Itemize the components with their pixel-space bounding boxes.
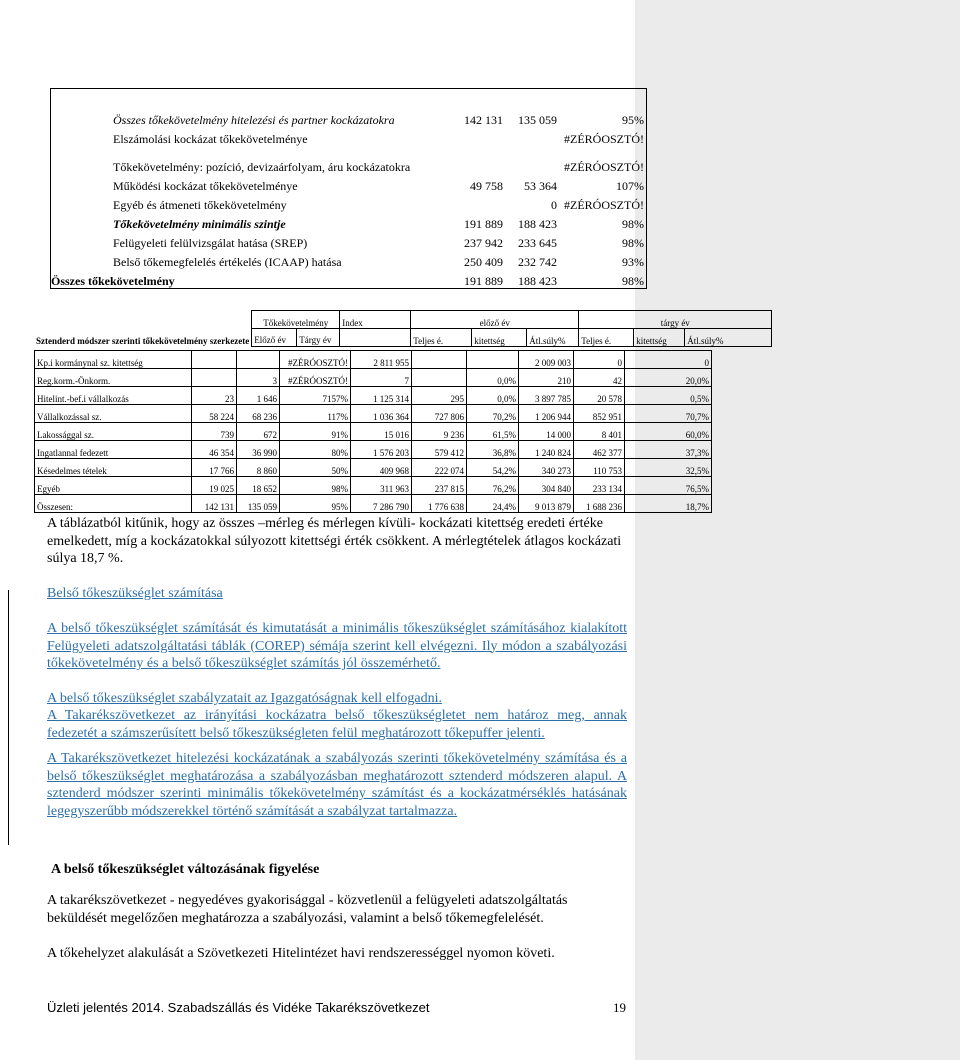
prev-weighted-exposure [412,369,467,387]
prev-year-value: 49 758 [470,179,503,193]
section1-paragraph-3[interactable]: A Takarékszövetkezet az irányítási kockázatra belső tőkeszükségletet nem határoz meg, annak fedezetét a számszerűsített belső tőkeszükségleten felül meghatározott tőkepuffer jelenti. [47,708,627,741]
prev-year-requirement [192,351,237,369]
curr-avg-weight: 37,3% [625,441,712,459]
current-year-value: 135 059 [505,89,559,128]
curr-weighted-exposure: 0 [574,351,625,369]
header-prev-sub: Előző év [252,329,297,347]
prev-year-value [453,146,505,174]
table-row [51,193,647,212]
index-value: 91% [280,423,351,441]
curr-weighted-exposure: 852 951 [574,405,625,423]
header-prev-total: Teljes é. [411,329,472,347]
current-year-requirement: 68 236 [237,405,280,423]
index-value: 93% [559,250,647,269]
prev-year-requirement: 19 025 [192,477,237,495]
section2-paragraph-1: A takarékszövetkezet - negyedéves gyakorisággal - közvetlenül a felügyeleti adatszolgáltatás beküldését megelőzően meghatározza a szabályozási, valamint a belső tőkemegfelelését. [47,893,568,926]
prev-avg-weight: 24,4% [467,495,519,513]
header-prev-exposure: kitettség [472,329,527,347]
table-row [51,250,647,269]
current-year-value: 188 423 [518,217,557,231]
table-row [35,441,712,459]
capital-requirement-table [50,88,647,289]
curr-total-exposure: 14 000 [519,423,574,441]
prev-year-requirement: 17 766 [192,459,237,477]
index-value: 98% [559,269,647,289]
prev-year-value: 237 942 [464,236,503,250]
prev-avg-weight [467,351,519,369]
curr-avg-weight: 0,5% [625,387,712,405]
prev-year-value [453,127,505,146]
prev-total-exposure: 1 125 314 [351,387,412,405]
index-value: #ZÉRÓOSZTÓ! [280,369,351,387]
row-label: Működési kockázat tőkekövetelménye [51,174,454,193]
row-label: Kp.i kormánynal sz. kitettség [35,351,192,369]
table-row [51,89,647,128]
prev-year-requirement: 23 [192,387,237,405]
current-year-value [505,127,559,146]
table-row [35,387,712,405]
index-value: 98% [559,212,647,231]
prev-avg-weight: 61,5% [467,423,519,441]
table-row [35,351,712,369]
row-label: Egyéb és átmeneti tőkekövetelmény [51,193,454,212]
prev-total-exposure: 2 811 955 [351,351,412,369]
index-value: 117% [280,405,351,423]
curr-total-exposure: 1 240 824 [519,441,574,459]
curr-weighted-exposure: 42 [574,369,625,387]
prev-year-value [453,193,505,212]
curr-avg-weight: 76,5% [625,477,712,495]
current-year-requirement: 135 059 [237,495,280,513]
header-tokekovetelmeny: Tőkekövetelmény [252,311,340,329]
current-year-value: 233 645 [518,236,557,250]
table-row [51,269,647,289]
table-row [35,405,712,423]
curr-weighted-exposure: 1 688 236 [574,495,625,513]
current-year-value [505,146,559,174]
table-row [51,174,647,193]
row-label: Reg.korm.-Önkorm. [35,369,192,387]
curr-total-exposure: 3 897 785 [519,387,574,405]
table-row [51,127,647,146]
index-value: #ZÉRÓOSZTÓ! [559,127,647,146]
prev-total-exposure: 311 963 [351,477,412,495]
curr-total-exposure: 304 840 [519,477,574,495]
curr-total-exposure: 2 009 003 [519,351,574,369]
summary-paragraph: A táblázatból kitűnik, hogy az összes –mérleg és mérlegen kívüli- kockázati kitettség eredeti értéke emelkedett, míg a kockázatokkal súlyozott kitettségi érték csökkent. A mérlegtételek átlagos kockázati súlya 18,7 %. [47,516,622,566]
comment-sidebar [635,0,960,1060]
curr-avg-weight: 60,0% [625,423,712,441]
section1-paragraph-2[interactable]: A belső tőkeszükséglet szabályzatait az Igazgatóságnak kell elfogadni. [47,691,442,706]
prev-weighted-exposure [412,351,467,369]
prev-weighted-exposure: 222 074 [412,459,467,477]
curr-weighted-exposure: 233 134 [574,477,625,495]
curr-total-exposure: 210 [519,369,574,387]
prev-year-value: 191 889 [453,269,505,289]
prev-avg-weight: 0,0% [467,369,519,387]
table-header-row [34,311,772,329]
row-label: Tőkekövetelmény: pozíció, devizaárfolyam, áru kockázatokra [51,146,454,174]
row-label: Hitelint.-bef.i vállalkozás [35,387,192,405]
prev-year-requirement: 58 224 [192,405,237,423]
prev-weighted-exposure: 579 412 [412,441,467,459]
row-label: Késedelmes tételek [35,459,192,477]
prev-total-exposure: 1 036 364 [351,405,412,423]
row-label: Elszámolási kockázat tőkekövetelménye [51,127,454,146]
page-number: 19 [613,1000,626,1015]
curr-avg-weight: 18,7% [625,495,712,513]
curr-weighted-exposure: 462 377 [574,441,625,459]
table-row [51,212,647,231]
table-row [51,146,647,174]
index-value: #ZÉRÓOSZTÓ! [559,146,647,174]
header-prev-weight: Átl.súly% [527,329,579,347]
row-label: Felügyeleti felülvizsgálat hatása (SREP) [51,231,454,250]
header-curr-sub: Tárgy év [297,329,340,347]
index-value: 95% [280,495,351,513]
prev-avg-weight: 54,2% [467,459,519,477]
exposure-structure-table [34,310,772,347]
curr-total-exposure: 9 013 879 [519,495,574,513]
row-label: Vállalkozással sz. [35,405,192,423]
prev-total-exposure: 7 286 790 [351,495,412,513]
current-year-requirement: 36 990 [237,441,280,459]
index-value: 107% [559,174,647,193]
prev-year-value: 191 889 [464,217,503,231]
prev-weighted-exposure: 727 806 [412,405,467,423]
row-label: Összes tőkekövetelmény hitelezési és partner kockázatokra [51,89,454,128]
prev-weighted-exposure: 295 [412,387,467,405]
current-year-value: 188 423 [505,269,559,289]
index-value: 80% [280,441,351,459]
table-row [51,231,647,250]
prev-avg-weight: 76,2% [467,477,519,495]
curr-avg-weight: 0 [625,351,712,369]
prev-total-exposure: 409 968 [351,459,412,477]
revision-bar [8,590,9,845]
curr-avg-weight: 32,5% [625,459,712,477]
prev-avg-weight: 0,0% [467,387,519,405]
row-label: Összes tőkekövetelmény [51,269,454,289]
index-value: 50% [280,459,351,477]
prev-total-exposure: 15 016 [351,423,412,441]
prev-year-requirement: 142 131 [192,495,237,513]
header-index: Index [340,311,411,329]
current-year-value: 0 [551,198,557,212]
current-year-requirement [237,351,280,369]
index-value: 95% [559,89,647,128]
section-title-internal-capital[interactable]: Belső tőkeszükséglet számítása [47,586,223,601]
table-row [35,495,712,513]
prev-total-exposure: 1 576 203 [351,441,412,459]
current-year-requirement: 672 [237,423,280,441]
exposure-structure-body [34,350,712,513]
table-row [35,423,712,441]
prev-avg-weight: 36,8% [467,441,519,459]
prev-weighted-exposure: 9 236 [412,423,467,441]
footer-text: Üzleti jelentés 2014. Szabadszállás és Vidéke Takarékszövetkezet [47,1000,430,1015]
current-year-requirement: 18 652 [237,477,280,495]
prev-year-value: 250 409 [464,255,503,269]
index-value: 98% [559,231,647,250]
curr-avg-weight: 20,0% [625,369,712,387]
row-label: Ingatlannal fedezett [35,441,192,459]
curr-avg-weight: 70,7% [625,405,712,423]
curr-weighted-exposure: 110 753 [574,459,625,477]
prev-avg-weight: 70,2% [467,405,519,423]
section-title-monitoring: A belső tőkeszükséglet változásának figyelése [51,862,320,877]
index-value: 7157% [280,387,351,405]
row-label: Összesen: [35,495,192,513]
header-current-year: tárgy év [579,311,772,329]
prev-year-requirement: 739 [192,423,237,441]
section1-paragraph-4[interactable]: A Takarékszövetkezet hitelezési kockázatának a szabályozás szerinti tőkekövetelmény számítása és a belső tőkeszükséglet meghatározása a szabályozásban meghatározott sztenderd módszeren alapul. A sztenderd módszer szerinti minimális tőkekövetelmény számítást és a kockázatmérséklés hatásának legegyszerűbb módszerekkel történő számítását a szabályzat tartalmazza. [47,751,627,819]
header-curr-exposure: kitettség [634,329,685,347]
curr-total-exposure: 1 206 944 [519,405,574,423]
row-label: Lakossággal sz. [35,423,192,441]
row-label: Belső tőkemegfelelés értékelés (ICAAP) hatása [51,250,454,269]
current-year-requirement: 3 [237,369,280,387]
prev-year-requirement: 46 354 [192,441,237,459]
current-year-requirement: 1 646 [237,387,280,405]
table-row [35,459,712,477]
curr-total-exposure: 340 273 [519,459,574,477]
header-row-label: Sztenderd módszer szerinti tőkekövetelmény szerkezete [36,335,250,346]
header-curr-weight: Átl.súly% [685,329,772,347]
table-row [35,477,712,495]
header-prev-year: előző év [411,311,579,329]
curr-weighted-exposure: 8 401 [574,423,625,441]
current-year-value: 232 742 [518,255,557,269]
prev-total-exposure: 7 [351,369,412,387]
table-row [35,369,712,387]
row-label: Tőkekövetelmény minimális szintje [51,212,454,231]
current-year-value: 53 364 [524,179,557,193]
index-value: 98% [280,477,351,495]
index-value: #ZÉRÓOSZTÓ! [280,351,351,369]
prev-year-value: 142 131 [453,89,505,128]
prev-weighted-exposure: 1 776 638 [412,495,467,513]
exposure-rows [35,351,712,513]
section2-paragraph-2: A tőkehelyzet alakulását a Szövetkezeti Hitelintézet havi rendszerességgel nyomon követi. [47,946,555,961]
index-value: #ZÉRÓOSZTÓ! [559,193,647,212]
section1-paragraph-1[interactable]: A belső tőkeszükséglet számítását és kimutatását a minimális tőkeszükséglet számításához kialakított Felügyeleti adatszolgáltatási táblák (COREP) sémája szerint kell elvégezni. Ily módon a szabályozási tőkekövetelmény és a belső tőkeszükséglet számítás jól összemérhető. [47,621,627,671]
current-year-requirement: 8 860 [237,459,280,477]
prev-year-requirement [192,369,237,387]
row-label: Egyéb [35,477,192,495]
curr-weighted-exposure: 20 578 [574,387,625,405]
prev-weighted-exposure: 237 815 [412,477,467,495]
header-curr-total: Teljes é. [579,329,634,347]
